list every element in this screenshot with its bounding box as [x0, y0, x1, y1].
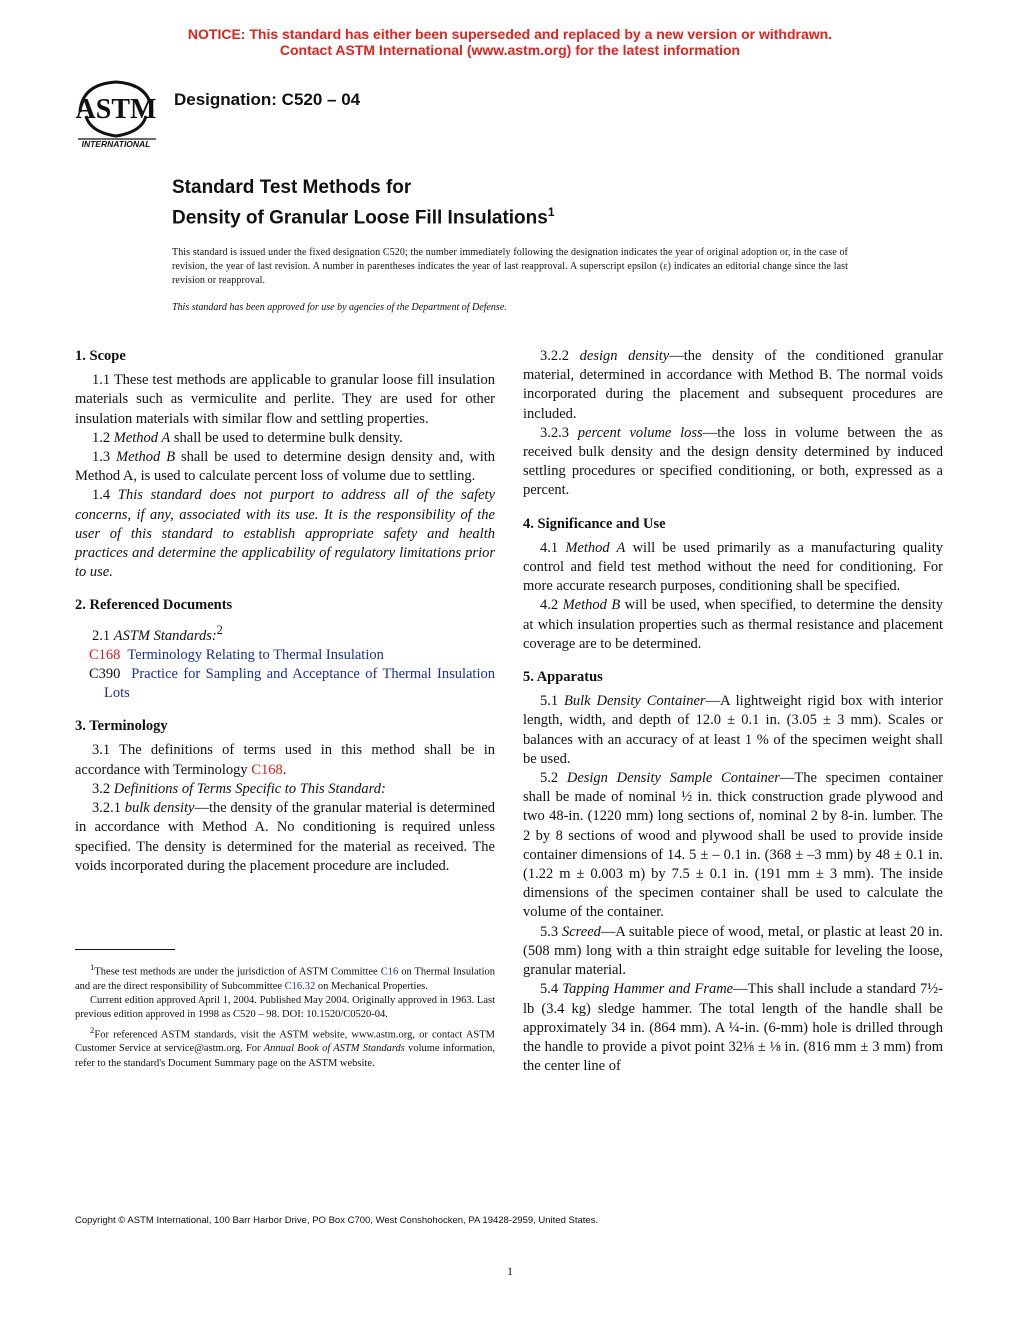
designation: Designation: C520 – 04 [174, 90, 361, 109]
page-number: 1 [507, 1264, 513, 1278]
footnote-1: $^1$These test methods are under the jurisdiction of ASTM Committee C16 on Thermal Insulation and are the direct responsibility of Subcommittee C16.32 on Mechanical Properties. [75, 962, 495, 992]
title-line-1: Standard Test Methods for [172, 177, 412, 198]
section-4-heading: 4. Significance and Use [523, 515, 666, 532]
section-3-heading: 3. Terminology [75, 718, 168, 735]
para-3-2-2: 3.2.2 design density—the density of the conditioned granular material, determined in accordance with Method B. The normal voids incorporated during the placement and subsequent procedures are included. [523, 348, 943, 422]
para-5-1: 5.1 Bulk Density Container—A lightweight rigid box with interior length, width, and depth of 12.0 ± 0.1 in. (3.05 ± 3 mm). Scales or balances with an accuracy of at least 1 % of the specimen weight shall be used. [523, 693, 943, 767]
footnote-rule [75, 949, 175, 950]
title-line-2: Density of Granular Loose Fill Insulations$^1$ [172, 205, 555, 229]
footnote-c16-link[interactable]: C16 [380, 966, 399, 978]
para-5-2: 5.2 Design Density Sample Container—The specimen container shall be made of nominal ½ in. thick construction grade plywood and two 48-in. (1220 mm) long sections of, nominal 2 by 8-in. lumber. The 2 by 8 sections of wood and plywood shall be used to provide inside container dimensions of 14. 5 ± – 0.1 in. (368 ± –3 mm) by 48 ± 0.1 in. (1.22 m ± 0.003 m) by 7.5 ± 0.1 in. (191 mm ± 3 mm). The inside dimensions of the specimen container shall be used to calculate the volume of the container. [523, 770, 944, 921]
section-2-heading: 2. Referenced Documents [75, 597, 233, 614]
terminology-c168-link[interactable]: C168 [251, 761, 283, 778]
section-1-heading: 1. Scope [75, 348, 126, 364]
notice-line-1: NOTICE: This standard has either been superseded and replaced by a new version or withdrawn. [187, 26, 833, 42]
left-column [75, 347, 495, 876]
para-3-2-1: 3.2.1 bulk density—the density of the granular material is determined in accordance with Method A. No conditioning is required unless specified. The density is determined for the material as received. The voids incorporated during the placement procedure are included. [75, 800, 496, 874]
astm-logo-icon [72, 76, 162, 150]
document-title [172, 176, 555, 230]
reference-c390-title[interactable]: Practice for Sampling and Acceptance of Thermal Insulation Lots [104, 665, 495, 702]
para-3-2: 3.2 Definitions of Terms Specific to This Standard: [92, 780, 386, 797]
notice-banner [0, 26, 1020, 58]
reference-c168 [75, 646, 495, 665]
para-2-1: 2.1 ASTM Standards:$^2$ [92, 622, 223, 644]
logo-text: ASTM [75, 94, 157, 125]
notice-line-2: Contact ASTM International (www.astm.org) for the latest information [279, 42, 741, 58]
para-4-2: 4.2 Method B will be used, when specified, to determine the density at which insulation properties such as thermal resistance and placement coverage are to be determined. [523, 597, 943, 652]
title-footnote-mark: 1 [547, 205, 555, 219]
astm-international-logo [72, 76, 162, 150]
footnote-1-edition: Current edition approved April 1, 2004. Published May 2004. Originally approved in 1963. Last previous edition approved in 1998 as C520 – 98. DOI: 10.1520/C0520-04. [75, 995, 495, 1021]
issuance-note: This standard is issued under the fixed designation C520; the number immediately following the designation indicates the year of original adoption or, in the case of revision, the year of last revision. A number in parentheses indicates the year of last reapproval. A superscript epsilon (ε) indicates an editorial change since the last revision or reapproval. [172, 247, 848, 286]
footnote-c1632-link[interactable]: C16.32 [284, 980, 316, 992]
copyright: Copyright © ASTM International, 100 Barr Harbor Drive, PO Box C700, West Conshohocken, PA 19428-2959, United States. [75, 1215, 599, 1226]
section-5-heading: 5. Apparatus [523, 669, 603, 686]
para-1-3: 1.3 Method B shall be used to determine design density and, with Method A, is used to calculate percent loss of volume due to settling. [75, 449, 496, 485]
footnote-2: $^2$For referenced ASTM standards, visit the ASTM website, www.astm.org, or contact ASTM Customer Service at service@astm.org. For Annual Book of ASTM Standards volume information, refer to the standard's Document Summary page on the ASTM website. [75, 1024, 495, 1069]
reference-c168-link[interactable]: C168 [89, 646, 121, 663]
reference-c168-title[interactable]: Terminology Relating to Thermal Insulation [127, 646, 384, 663]
para-3-1: 3.1 The definitions of terms used in this method shall be in accordance with Terminology C168. [75, 742, 495, 778]
logo-subtext: INTERNATIONAL [81, 139, 151, 149]
para-5-3: 5.3 Screed—A suitable piece of wood, metal, or plastic at least 20 in. (508 mm) long with a thin straight edge suitable for leveling the loose, granular material. [523, 923, 944, 979]
para-1-2: 1.2 Method A shall be used to determine bulk density. [92, 429, 403, 446]
para-5-4: 5.4 Tapping Hammer and Frame—This shall include a standard 7½-lb (3.4 kg) sledge hammer. The total length of the handle shall be approximately 34 in. (864 mm). A ¼-in. (6-mm) hole is drilled through the handle to provide a pivot point 32⅛ ± ⅛ in. (816 mm ± 3 mm) from the center line of [523, 981, 944, 1075]
right-column [523, 347, 943, 1076]
para-1-4: 1.4 This standard does not purport to address all of the safety concerns, if any, associated with its use. It is the responsibility of the user of this standard to establish appropriate safety and health practices and determine the applicability of regulatory limitations prior to use. [75, 487, 496, 581]
footnotes [75, 960, 495, 1071]
para-1-1: 1.1 These test methods are applicable to granular loose fill insulation materials such as vermiculite and perlite. They are used for other insulation materials with similar flow and settling properties. [75, 372, 495, 427]
para-3-2-3: 3.2.3 percent volume loss—the loss in volume between the as received bulk density and the design density determined by induced settling procedures or specified conditioning, or both, expressed as a percent. [523, 424, 943, 499]
reference-c390: C390 Practice for Sampling and Acceptance of Thermal Insulation Lots [89, 665, 495, 702]
para-4-1: 4.1 Method A will be used primarily as a manufacturing quality control and field test method without the need for conditioning. For more accurate research purposes, conditioning shall be specified. [523, 539, 943, 595]
approval-note: This standard has been approved for use by agencies of the Department of Defense. [172, 302, 507, 313]
